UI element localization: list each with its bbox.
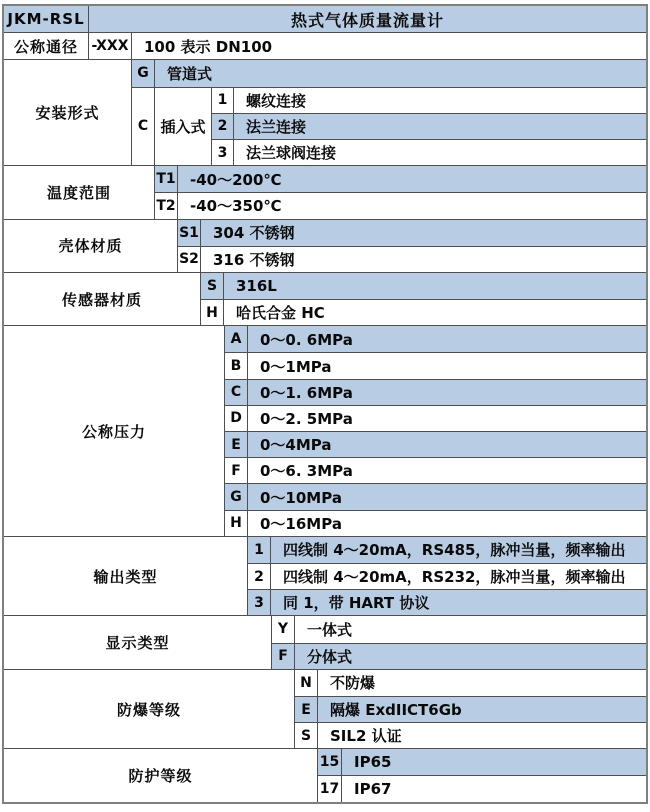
- section-rows: [225, 326, 646, 536]
- section-protection-grade: [4, 748, 646, 801]
- section-rows: [89, 6, 646, 32]
- value-cell: 同 1，带 HART 协议: [283, 594, 430, 613]
- spec-row: [155, 166, 646, 192]
- section-explosion-proof-grade: [4, 669, 646, 749]
- value-cell: 分体式: [307, 647, 353, 666]
- code-cell: N: [295, 670, 318, 696]
- code-cell: 1: [248, 537, 271, 563]
- section-nominal-diameter: [4, 32, 646, 59]
- value-cell: 四线制 4～20mA，RS485，脉冲当量，频率输出: [283, 541, 626, 560]
- spec-row: [295, 696, 646, 722]
- code-cell: E: [225, 432, 248, 457]
- value-cell: 0～1. 6MPa: [260, 383, 353, 402]
- section-model-header: [4, 6, 646, 32]
- code-cell: H: [225, 511, 248, 536]
- code-cell: E: [295, 697, 318, 722]
- section-label: 公称压力: [4, 326, 225, 536]
- spec-row: [272, 616, 646, 642]
- spec-row: [178, 220, 646, 246]
- value-cell: 316 不锈钢: [213, 250, 295, 269]
- value-cell: 螺纹连接: [246, 91, 307, 110]
- spec-row: [318, 749, 646, 775]
- spec-row: [295, 722, 646, 748]
- code-cell: 2: [212, 114, 234, 139]
- spec-row: [225, 352, 646, 378]
- spec-row: [132, 60, 646, 86]
- code-cell: G: [225, 484, 248, 509]
- code-cell: D: [225, 406, 248, 431]
- value-cell: 0～0. 6MPa: [260, 330, 353, 349]
- code-cell: B: [225, 353, 248, 378]
- section-label: 显示类型: [4, 616, 272, 668]
- value-cell: 法兰球阀连接: [246, 144, 337, 163]
- spec-row-group: [132, 87, 646, 166]
- value-cell: 哈氏合金 HC: [236, 304, 325, 323]
- code-cell: S1: [178, 220, 201, 246]
- sub-rows: [212, 88, 646, 166]
- value-cell: 100 表示 DN100: [144, 37, 273, 56]
- code-cell: 17: [318, 776, 342, 801]
- spec-row: [295, 670, 646, 696]
- section-output-type: [4, 536, 646, 616]
- section-display-type: [4, 615, 646, 668]
- section-label: 温度范围: [4, 166, 155, 218]
- spec-row: [248, 537, 646, 563]
- spec-row: [318, 775, 646, 801]
- section-rows: [272, 616, 646, 668]
- code-cell: F: [272, 644, 295, 669]
- value-cell: 304 不锈钢: [213, 224, 295, 243]
- section-rows: [89, 33, 646, 59]
- value-cell: IP65: [354, 753, 392, 772]
- code-cell: F: [225, 458, 248, 483]
- spec-subrow: [212, 113, 646, 139]
- spec-row: [225, 457, 646, 483]
- code-cell: 15: [318, 749, 342, 775]
- value-cell: 法兰连接: [246, 117, 307, 136]
- spec-row: [225, 379, 646, 405]
- code-cell: Y: [272, 616, 295, 642]
- value-cell: 0～10MPa: [260, 488, 342, 507]
- value-cell: SIL2 认证: [330, 727, 402, 746]
- section-label: 传感器材质: [4, 273, 201, 325]
- code-cell: T2: [155, 193, 178, 218]
- section-rows: [201, 273, 646, 325]
- code-cell: -XXX: [89, 33, 132, 59]
- value-cell: 316L: [236, 277, 277, 295]
- value-cell: 0～16MPa: [260, 514, 342, 533]
- value-cell: 热式气体质量流量计: [290, 10, 444, 30]
- section-label: 防爆等级: [4, 670, 295, 749]
- spec-row: [89, 33, 646, 59]
- spec-row: [178, 246, 646, 272]
- spec-subrow: [212, 139, 646, 165]
- value-cell: 四线制 4～20mA，RS232，脉冲当量，频率输出: [283, 568, 626, 587]
- section-temperature-range: [4, 165, 646, 218]
- section-label: 输出类型: [4, 537, 248, 616]
- value-cell: 不防爆: [330, 674, 376, 693]
- spec-row: [155, 192, 646, 218]
- code-cell: S: [201, 273, 224, 299]
- code-cell: C: [225, 380, 248, 405]
- spec-table: [2, 4, 648, 804]
- code-cell: 3: [212, 140, 234, 165]
- section-nominal-pressure: [4, 325, 646, 536]
- code-cell: T1: [155, 166, 178, 192]
- section-housing-material: [4, 219, 646, 272]
- code-cell: S: [295, 723, 318, 748]
- spec-row: [201, 299, 646, 325]
- spec-row: [272, 643, 646, 669]
- value-cell: 0～4MPa: [260, 436, 332, 455]
- spec-row: [225, 510, 646, 536]
- section-rows: [295, 670, 646, 749]
- section-label: 安装形式: [4, 60, 132, 165]
- value-cell: IP67: [354, 780, 392, 799]
- value-cell: 一体式: [307, 620, 353, 639]
- code-cell: H: [201, 300, 224, 325]
- value-cell: 0～6. 3MPa: [260, 462, 353, 481]
- code-cell: S2: [178, 247, 201, 272]
- code-cell: 1: [212, 88, 234, 113]
- value-cell: 0～1MPa: [260, 357, 332, 376]
- code-cell: A: [225, 326, 248, 352]
- section-label: 壳体材质: [4, 220, 178, 272]
- section-label: 公称通径: [4, 33, 89, 59]
- value-cell: 管道式: [167, 64, 213, 83]
- value-cell: 0～2. 5MPa: [260, 409, 353, 428]
- section-rows: [155, 166, 646, 218]
- section-label: 防护等级: [4, 749, 318, 801]
- section-label: JKM-RSL: [4, 6, 89, 32]
- value-cell: -40～350℃: [190, 197, 282, 216]
- spec-row: [225, 483, 646, 509]
- spec-row: [225, 431, 646, 457]
- section-installation-type: [4, 59, 646, 165]
- section-sensor-material: [4, 272, 646, 325]
- spec-row: [201, 273, 646, 299]
- spec-row: [248, 589, 646, 615]
- section-rows: [132, 60, 646, 165]
- section-rows: [248, 537, 646, 616]
- spec-row: [248, 563, 646, 589]
- spec-subrow: [212, 88, 646, 113]
- code-cell: G: [132, 60, 155, 86]
- section-rows: [178, 220, 646, 272]
- code-cell: 2: [248, 564, 271, 589]
- spec-row: [225, 326, 646, 352]
- code-cell: 3: [248, 590, 271, 615]
- spec-row: [89, 6, 646, 32]
- group-label-cell: 插入式: [155, 88, 212, 166]
- value-cell: -40～200℃: [190, 170, 282, 189]
- value-cell: 隔爆 ExdIICT6Gb: [330, 701, 462, 719]
- section-rows: [318, 749, 646, 801]
- spec-row: [225, 405, 646, 431]
- code-cell: C: [132, 88, 155, 166]
